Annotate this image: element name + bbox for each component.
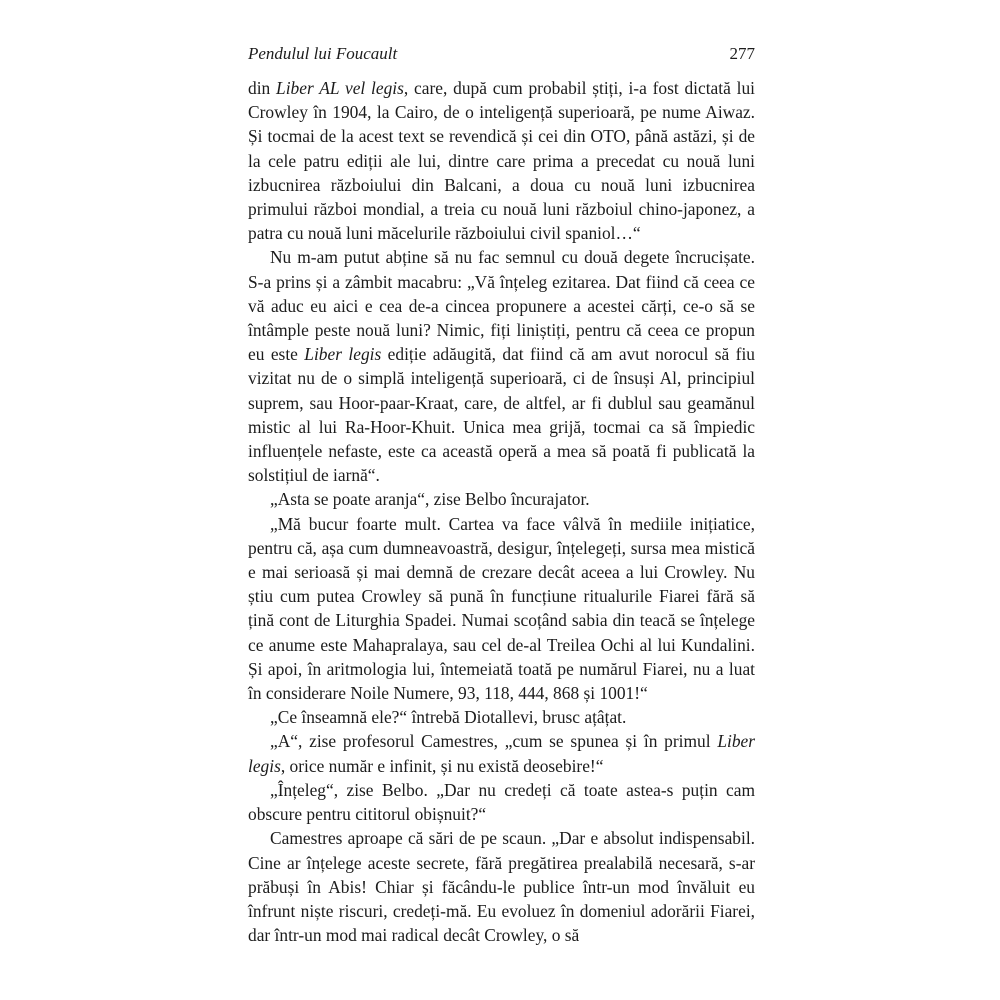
italic-title: Liber AL vel legis [276,78,404,98]
text-run: , orice număr e infinit, și nu există deosebire!“ [280,755,604,776]
paragraph [248,778,755,826]
paragraph [248,76,755,245]
text-run: „Înțeleg“, zise Belbo. „Dar nu credeți că toate astea-s puțin cam obscure pentru cititorul obișnuit?“ [248,779,755,825]
paragraph [248,826,755,947]
paragraph [248,729,755,777]
paragraph [248,705,755,729]
paragraph [248,245,755,487]
text-run: ediție adăugită, dat fiind că am avut norocul să fiu vizitat nu de o simplă inteligență superioară, ci de însuși Al, principiul suprem, sau Hoor-paar-Kraat, care, de altfel, ar fi dublul sau geamănul mistic al lui Ra-Hoor-Khuit. Unica mea grijă, tocmai ca să împiedic influențele nefaste, este ca această operă a mea să poată fi publicată la solstițiul de iarnă“. [248,344,755,486]
italic-title: Liber legis [304,344,382,365]
page-number: 277 [729,44,755,63]
running-head [248,44,755,74]
text-run: Camestres aproape că sări de pe scaun. „Dar e absolut indispensabil. Cine ar înțelege aceste secrete, fără pregătirea prealabilă necesară, s-ar prăbuși în Abis! Chiar și făcându-le publice într-un mod învăluit eu înfrunt niște riscuri, credeți-mă. Eu evoluez în domeniul adorării Fiarei, dar într-un mod mai radical decât Crowley, o să [248,828,755,946]
text-run: , care, după cum probabil știți, i-a fost dictată lui Crowley în 1904, la Cairo, de o inteligență superioară, pe nume Aiwaz. Și tocmai de la acest text se revendică și cei din OTO, până astăzi, și de la cele patru ediții ale lui, dintre care prima a precedat cu nouă luni izbucnirea războiului din Balcani, a doua cu nouă luni izbucnirea primului război mondial, a treia cu nouă luni războiul chino-japonez, a patra cu nouă luni măcelurile războiului civil spaniol…“ [248,78,755,244]
italic-title: Liber legis [248,731,755,776]
text-run: „Ce înseamnă ele?“ întrebă Diotallevi, brusc ațâțat. [270,707,627,728]
paragraph [248,512,755,706]
book-page [248,44,755,947]
text-run: „Asta se poate aranja“, zise Belbo încurajator. [270,489,590,510]
text-run: din [248,78,277,98]
paragraph [248,487,755,511]
text-run: „A“, zise profesorul Camestres, „cum se spunea și în primul [270,731,718,752]
text-run: Nu m-am putut abține să nu fac semnul cu două degete încrucișate. S-a prins și a zâmbit macabru: „Vă înțeleg ezitarea. Dat fiind că ceea ce vă aduc eu aici e cea de-a cincea propunere a acestei cărți, ce-o să se întâmple peste nouă luni? Nimic, fiți liniștiți, pentru că ceea ce propun eu este [248,247,755,365]
text-run: „Mă bucur foarte mult. Cartea va face vâlvă în mediile inițiatice, pentru că, așa cum dumneavoastră, desigur, înțelegeți, sursa mea mistică e mai serioasă și mai demnă de crezare decât aceea a lui Crowley. Nu știu cum putea Crowley să pună în funcțiune ritualurile Fiarei fără să țină cont de Liturghia Spadei. Numai scoțând sabia din teacă se înțelege ce anume este Mahapralaya, sau cel de-al Treilea Ochi al lui Kundalini. Și apoi, în aritmologia lui, întemeiată toată pe numărul Fiarei, nu a luat în considerare Noile Numere, 93, 118, 444, 868 și 1001!“ [248,513,755,704]
body-text [248,76,755,947]
running-title: Pendulul lui Foucault [248,44,398,63]
